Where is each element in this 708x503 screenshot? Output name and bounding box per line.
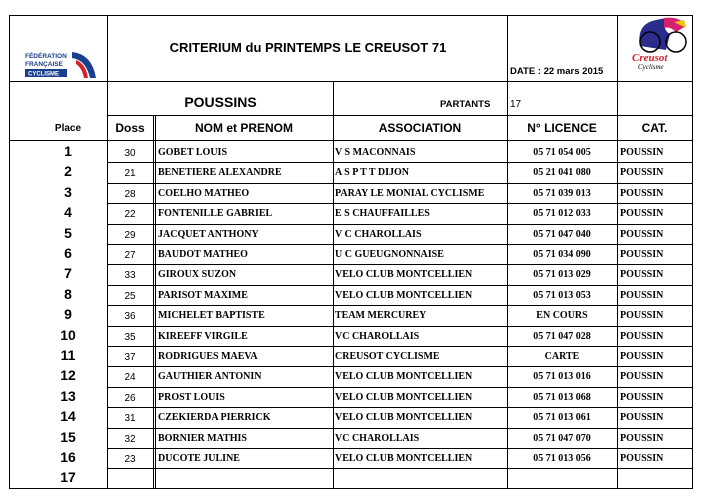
- row-cat: POUSSIN: [620, 289, 664, 301]
- row-doss: 32: [124, 433, 136, 445]
- grid-line: [9, 488, 693, 489]
- row-doss: 27: [124, 250, 136, 261]
- row-place: 13: [60, 387, 76, 404]
- row-association: VELO CLUB MONTCELLIEN: [335, 269, 473, 281]
- row-place: 5: [64, 224, 72, 241]
- grid-line: [9, 15, 10, 489]
- row-doss: 22: [124, 209, 136, 221]
- row-place: 6: [64, 245, 72, 261]
- row-nom: KIREEFF VIRGILE: [158, 330, 248, 342]
- row-licence: 05 71 047 070: [533, 432, 591, 444]
- row-place: 7: [64, 265, 72, 282]
- row-cat: POUSSIN: [620, 453, 664, 464]
- row-licence: 05 71 047 028: [533, 330, 591, 342]
- grid-line: [692, 15, 693, 489]
- grid-line: [617, 15, 618, 82]
- row-nom: BORNIER MATHIS: [158, 432, 247, 444]
- grid-line: [507, 15, 508, 82]
- row-doss: 35: [124, 331, 136, 343]
- grid-line: [9, 81, 693, 82]
- row-doss: 37: [124, 352, 136, 363]
- row-licence: EN COURS: [536, 310, 588, 322]
- col-association: ASSOCIATION: [378, 121, 462, 135]
- row-divider: [107, 387, 693, 388]
- row-licence: 05 71 034 090: [533, 249, 591, 260]
- svg-text:Cyclisme: Cyclisme: [638, 63, 664, 71]
- row-doss: 26: [124, 392, 136, 404]
- row-divider: [107, 428, 693, 429]
- row-association: VELO CLUB MONTCELLIEN: [335, 391, 473, 403]
- row-licence: 05 71 013 029: [533, 269, 591, 281]
- grid-line: [9, 15, 693, 16]
- row-cat: POUSSIN: [620, 391, 664, 403]
- row-association: U C GUEUGNONNAISE: [335, 249, 444, 260]
- row-cat: POUSSIN: [620, 330, 664, 342]
- partants-label: PARTANTS: [440, 99, 491, 110]
- ffc-logo: [20, 48, 102, 82]
- row-divider: [107, 203, 693, 204]
- row-divider: [107, 183, 693, 184]
- col-licence: N° LICENCE: [527, 121, 597, 135]
- row-association: V S MACONNAIS: [335, 147, 416, 158]
- row-licence: 05 71 047 040: [533, 228, 591, 240]
- row-association: A S P T T DIJON: [335, 167, 410, 179]
- row-place: 16: [60, 449, 76, 465]
- row-association: CREUSOT CYCLISME: [335, 351, 440, 362]
- row-cat: POUSSIN: [620, 147, 664, 158]
- event-date: DATE : 22 mars 2015: [510, 66, 604, 77]
- row-divider: [107, 264, 693, 265]
- creusot-cyclisme-logo: [626, 16, 692, 76]
- row-licence: 05 71 039 013: [533, 187, 591, 199]
- row-nom: COELHO MATHEO: [158, 187, 250, 199]
- row-doss: 36: [124, 311, 136, 323]
- row-doss: 30: [124, 148, 136, 159]
- row-cat: POUSSIN: [620, 310, 664, 322]
- row-licence: 05 71 013 056: [533, 453, 591, 464]
- row-place: 1: [64, 143, 72, 159]
- row-nom: GOBET LOUIS: [158, 147, 228, 158]
- row-association: PARAY LE MONIAL CYCLISME: [335, 187, 485, 199]
- row-association: E S CHAUFFAILLES: [335, 208, 430, 220]
- row-licence: 05 71 013 053: [533, 289, 591, 301]
- row-divider: [107, 244, 693, 245]
- row-place: 10: [60, 326, 76, 343]
- row-place: 4: [64, 204, 72, 221]
- row-nom: GIROUX SUZON: [158, 269, 237, 281]
- row-divider: [107, 407, 693, 408]
- row-nom: GAUTHIER ANTONIN: [158, 371, 262, 383]
- row-doss: 25: [124, 290, 136, 302]
- row-place: 3: [64, 183, 72, 200]
- svg-text:CYCLISME: CYCLISME: [28, 71, 60, 78]
- row-association: VC CHAROLLAIS: [335, 330, 420, 342]
- row-place: 14: [60, 408, 76, 425]
- partants-value: 17: [510, 99, 522, 110]
- row-cat: POUSSIN: [620, 228, 664, 240]
- row-licence: 05 71 012 033: [533, 208, 591, 220]
- row-licence: 05 71 013 016: [533, 371, 591, 383]
- col-cat: CAT.: [641, 121, 668, 135]
- row-association: VELO CLUB MONTCELLIEN: [335, 453, 473, 464]
- row-doss: 23: [124, 454, 136, 465]
- event-title: CRITERIUM du PRINTEMPS LE CREUSOT 71: [169, 40, 447, 55]
- category-title: POUSSINS: [184, 94, 257, 110]
- row-cat: POUSSIN: [620, 351, 664, 362]
- row-licence: 05 71 013 068: [533, 391, 591, 403]
- grid-line: [153, 115, 154, 489]
- row-association: VELO CLUB MONTCELLIEN: [335, 412, 473, 424]
- row-divider: [107, 162, 693, 163]
- row-place: 17: [60, 469, 76, 486]
- row-cat: POUSSIN: [620, 167, 664, 179]
- row-nom: RODRIGUES MAEVA: [158, 351, 258, 362]
- row-place: 12: [60, 367, 76, 384]
- row-association: TEAM MERCUREY: [335, 310, 427, 322]
- row-place: 15: [60, 428, 76, 445]
- row-divider: [107, 326, 693, 327]
- row-association: VC CHAROLLAIS: [335, 432, 420, 444]
- row-divider: [107, 224, 693, 225]
- row-nom: CZEKIERDA PIERRICK: [158, 412, 271, 424]
- row-doss: 31: [124, 413, 136, 425]
- row-cat: POUSSIN: [620, 432, 664, 444]
- col-doss: Doss: [115, 121, 145, 135]
- grid-line: [9, 140, 693, 141]
- row-nom: BAUDOT MATHEO: [158, 249, 248, 260]
- row-association: VELO CLUB MONTCELLIEN: [335, 371, 473, 383]
- row-cat: POUSSIN: [620, 371, 664, 383]
- row-nom: JACQUET ANTHONY: [158, 228, 259, 240]
- row-licence: 05 71 013 061: [533, 412, 591, 424]
- row-divider: [107, 366, 693, 367]
- row-cat: POUSSIN: [620, 208, 664, 220]
- row-cat: POUSSIN: [620, 249, 664, 260]
- row-divider: [107, 305, 693, 306]
- row-divider: [107, 285, 693, 286]
- row-association: VELO CLUB MONTCELLIEN: [335, 289, 473, 301]
- row-licence: 05 21 041 080: [533, 167, 591, 179]
- row-divider: [107, 468, 693, 469]
- row-cat: POUSSIN: [620, 269, 664, 281]
- row-doss: 29: [124, 229, 136, 241]
- row-nom: FONTENILLE GABRIEL: [158, 208, 273, 220]
- row-licence: CARTE: [544, 351, 580, 362]
- col-nom: NOM et PRENOM: [194, 121, 293, 135]
- row-doss: 33: [124, 270, 136, 282]
- row-doss: 24: [124, 372, 136, 384]
- row-place: 8: [64, 285, 72, 302]
- svg-text:FRANÇAISE: FRANÇAISE: [25, 61, 63, 68]
- svg-text:FÉDÉRATION: FÉDÉRATION: [25, 53, 67, 60]
- row-nom: MICHELET BAPTISTE: [158, 310, 265, 322]
- row-place: 11: [60, 347, 76, 363]
- row-divider: [107, 346, 693, 347]
- row-nom: PARISOT MAXIME: [158, 289, 248, 301]
- col-place: Place: [54, 123, 82, 134]
- row-nom: BENETIERE ALEXANDRE: [158, 167, 282, 179]
- grid-line: [107, 115, 693, 116]
- row-cat: POUSSIN: [620, 412, 664, 424]
- row-doss: 21: [124, 168, 136, 180]
- row-association: V C CHAROLLAIS: [335, 228, 422, 240]
- row-place: 2: [64, 163, 72, 180]
- row-place: 9: [64, 306, 72, 323]
- svg-text:Creusot: Creusot: [632, 52, 668, 64]
- row-divider: [107, 448, 693, 449]
- row-licence: 05 71 054 005: [533, 147, 591, 158]
- row-doss: 28: [124, 188, 136, 200]
- row-nom: DUCOTE JULINE: [158, 453, 240, 464]
- row-cat: POUSSIN: [620, 187, 664, 199]
- row-nom: PROST LOUIS: [158, 391, 225, 403]
- grid-line: [155, 115, 156, 489]
